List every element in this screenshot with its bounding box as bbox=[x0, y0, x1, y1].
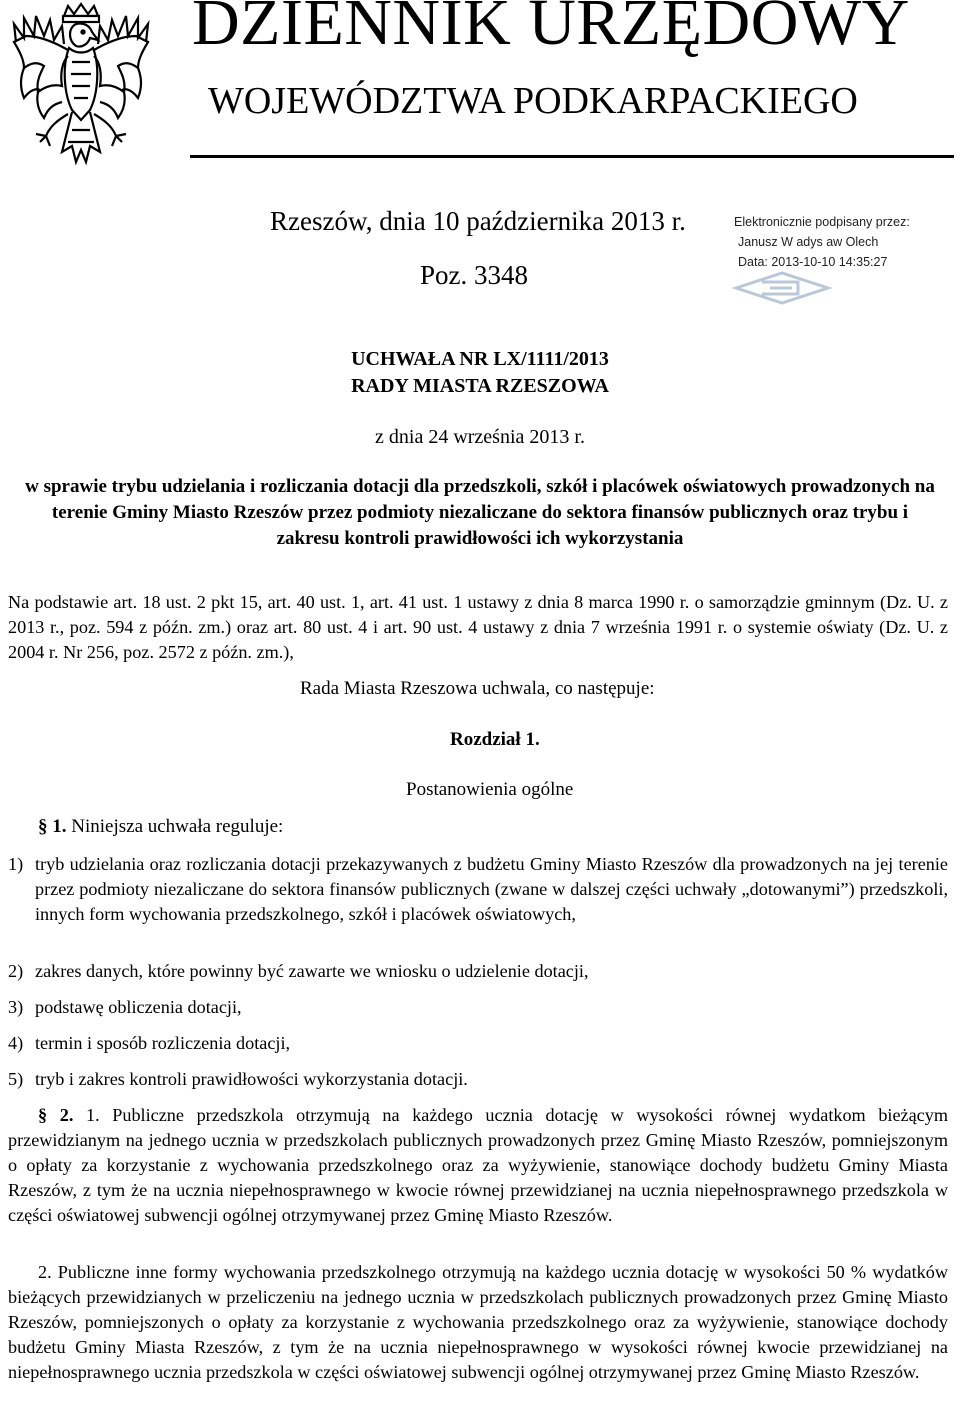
list-item-number: 3) bbox=[8, 997, 24, 1017]
legal-basis: Na podstawie art. 18 ust. 2 pkt 15, art. 40 ust. 1, art. 41 ust. 1 ustawy z dnia 8 marca 1990 r. o samorządzie gminnym (Dz. U. z 2013 r., poz. 594 z późn. zm.) oraz art. 80 ust. 4 i art. 90 ust. 4 ustawy z dnia 7 września 1991 r. o systemie oświaty (Dz. U. z 2004 r. Nr 256, poz. 2572 z późn. zm.), bbox=[8, 592, 948, 662]
electronic-signature bbox=[734, 212, 958, 272]
resolution-date: z dnia 24 września 2013 r. bbox=[375, 426, 585, 448]
journal-subtitle: WOJEWÓDZTWA PODKARPACKIEGO bbox=[208, 80, 858, 122]
list-item-number: 5) bbox=[8, 1069, 24, 1089]
list-item bbox=[8, 959, 948, 984]
list-item-number: 2) bbox=[8, 961, 24, 981]
list-item-text: termin i sposób rozliczenia dotacji, bbox=[35, 1033, 291, 1053]
section-text: Publiczne przedszkola otrzymują na każdego ucznia dotację w wysokości równej wydatkom bieżącym przewidzianym na jednego ucznia w przedszkolach publicznych prowadzonych przez Gminę Miasto Rzeszów, pomniejszonym o opłaty za korzystanie z wychowania przedszkolnego oraz za wyżywienie, stanowiące dochody budżetu Gminy Miasta Rzeszów, z tym że na ucznia niepełnosprawnego w kwocie równej przewidzianej na ucznia niepełnosprawnego przedszkola w części oświatowej subwencji ogólnej otrzymywanej przez Gminę Miasto Rzeszów. bbox=[8, 1105, 948, 1225]
resolution-number: UCHWAŁA NR LX/1111/2013 bbox=[351, 348, 609, 370]
paragraph-2-section-2 bbox=[8, 1260, 948, 1385]
paragraph-1-number: 1. bbox=[52, 816, 67, 837]
signature-label: Elektronicznie podpisany przez: bbox=[734, 215, 910, 229]
chapter-title: Postanowienia ogólne bbox=[406, 779, 574, 800]
chapter-heading: Rozdział 1. bbox=[450, 729, 540, 750]
section-number: 1. bbox=[85, 1105, 100, 1125]
list-item bbox=[8, 852, 948, 927]
paragraph-2-number: 2. bbox=[59, 1105, 74, 1125]
signer-name: Janusz W adys aw Olech bbox=[738, 235, 879, 249]
position-number: Poz. 3348 bbox=[420, 260, 528, 290]
signature-logo-icon bbox=[732, 270, 832, 306]
header-divider bbox=[190, 155, 954, 158]
list-item bbox=[8, 995, 948, 1020]
list-item-text: tryb i zakres kontroli prawidłowości wykorzystania dotacji. bbox=[35, 1069, 468, 1089]
list-item-number: 4) bbox=[8, 1033, 24, 1053]
list-item-text: podstawę obliczenia dotacji, bbox=[35, 997, 242, 1017]
eagle-emblem-icon bbox=[6, 2, 156, 180]
paragraph-1-intro: § 1. Niniejsza uchwała reguluje: bbox=[38, 816, 284, 837]
section-number: 2. bbox=[38, 1262, 52, 1282]
signature-date: Data: 2013-10-10 14:35:27 bbox=[738, 255, 888, 269]
paragraph-2-section-1: § 2. 1. Publiczne przedszkola otrzymują na każdego ucznia dotację w wysokości równej wydatkom bieżącym przewidzianym na jednego ucznia w przedszkolach publicznych prowadzonych przez Gminę Miasto Rzeszów, pomniejszonym o opłaty za korzystanie z wychowania przedszkolnego oraz za wyżywienie, stanowiące dochody budżetu Gminy Miasta Rzeszów, z tym że na ucznia niepełnosprawnego w kwocie równej przewidzianej na ucznia niepełnosprawnego przedszkola w części oświatowej subwencji ogólnej otrzymywanej przez Gminę Miasto Rzeszów. bbox=[8, 1105, 948, 1225]
paragraph-1-text: Niniejsza uchwała reguluje: bbox=[71, 816, 284, 837]
list-item-number: 1) bbox=[8, 854, 24, 874]
list-item-text: zakres danych, które powinny być zawarte we wniosku o udzielenie dotacji, bbox=[35, 961, 589, 981]
journal-title: DZIENNIK URZĘDOWY bbox=[192, 0, 910, 59]
place-date: Rzeszów, dnia 10 października 2013 r. bbox=[270, 206, 686, 236]
resolution-subject: w sprawie trybu udzielania i rozliczania dotacji dla przedszkoli, szkół i placówek oświatowych prowadzonych na terenie Gminy Miasto Rzeszów przez podmioty niezaliczane do sektora finansów publicznych oraz trybu i zakresu kontroli prawidłowości ich wykorzystania bbox=[25, 476, 935, 549]
list-item-text: tryb udzielania oraz rozliczania dotacji przekazywanych z budżetu Gminy Miasto Rzeszów dla prowadzonych na jej terenie przez podmioty niezaliczane do sektora finansów publicznych (zwane w dalszej części uchwały „dotowanymi”) przedszkoli, innych form wychowania przedszkolnego, szkół i placówek oświatowych, bbox=[35, 854, 948, 924]
enactment-formula: Rada Miasta Rzeszowa uchwala, co następuje: bbox=[300, 678, 655, 699]
list-item bbox=[8, 1031, 948, 1056]
council-name: RADY MIASTA RZESZOWA bbox=[351, 375, 609, 397]
list-item bbox=[8, 1067, 948, 1092]
section-text: Publiczne inne formy wychowania przedszkolnego otrzymują na każdego ucznia dotację w wysokości 50 % wydatków bieżących przewidzianych w przeliczeniu na jednego ucznia w przedszkolach publicznych prowadzonych przez Gminę Miasto Rzeszów, pomniejszonych o opłaty za korzystanie z wychowania przedszkolnego oraz za wyżywienie, stanowiące dochody budżetu Gminy Miasta Rzeszów, z tym że na ucznia niepełnosprawnego w wysokości równej kwocie przewidzianej na niepełnosprawnego ucznia przedszkola w części oświatowej subwencji ogólnej otrzymywanej przez Gminę Miasto Rzeszów. bbox=[8, 1262, 948, 1382]
